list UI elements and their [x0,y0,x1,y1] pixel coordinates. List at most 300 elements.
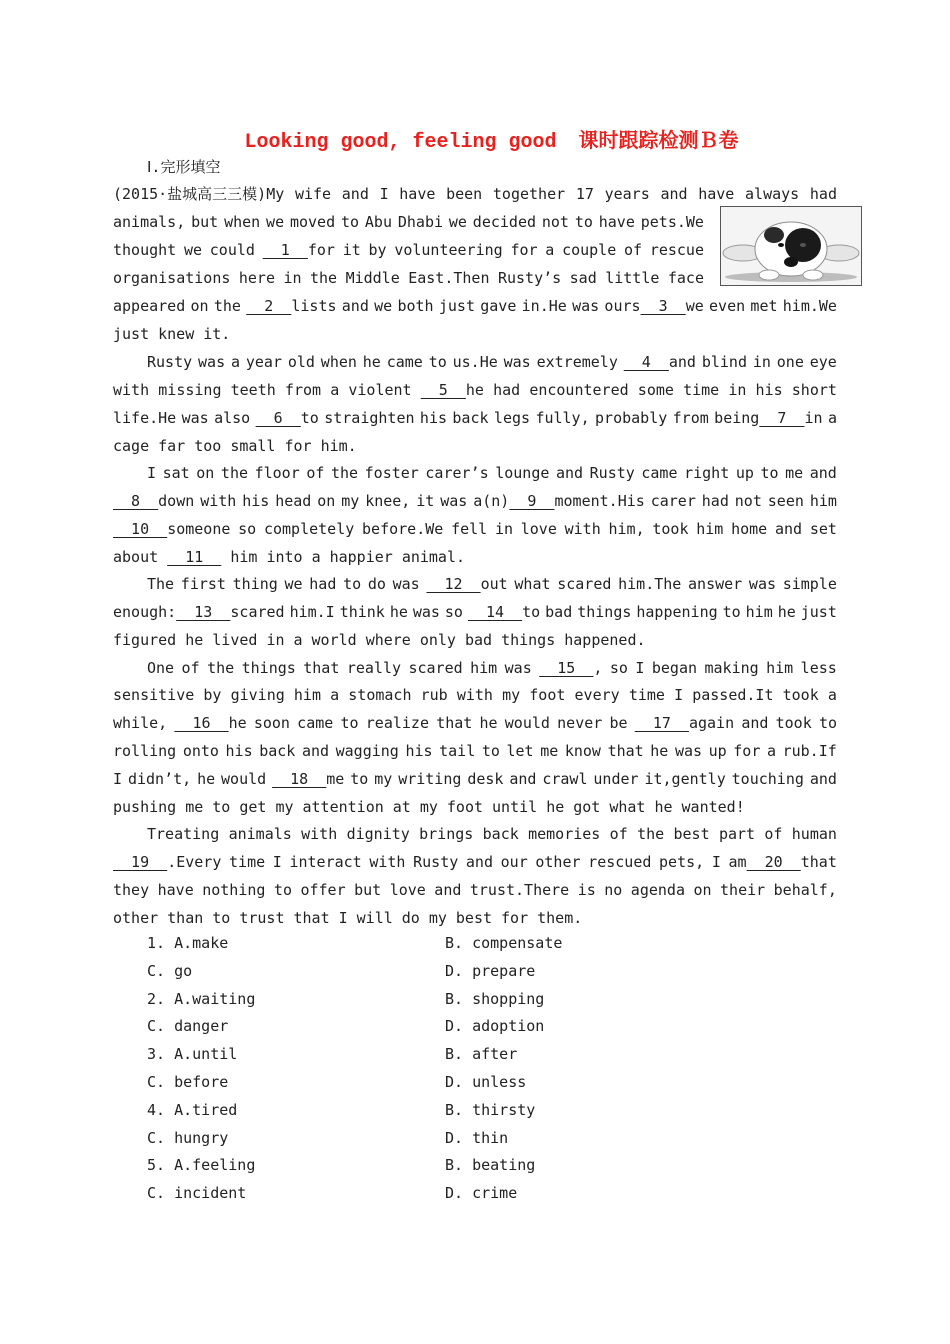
blank-3: 3 [640,297,686,315]
word: and [555,464,584,482]
word: of [609,825,628,843]
option-a: 1. A.make [147,934,229,952]
option-d: D. adoption [445,1017,545,1035]
blank-1: 1 [262,241,308,259]
word: and [301,742,330,760]
word: time [683,381,720,399]
word: floor [254,464,300,482]
word: took [775,714,812,732]
blank-2: 2 [246,297,292,315]
word: organisations [113,269,231,287]
word: little [605,269,660,287]
word: had [809,185,837,203]
word: years [604,185,650,203]
word: onto [182,742,219,760]
blank-9: 9 [509,492,555,510]
option-b: B. beating [445,1156,536,1174]
word: from [284,381,322,399]
option-a: 5. A.feeling [147,1156,256,1174]
word: a(n) 9 moment.His [473,492,645,510]
word: and [341,185,369,203]
word: their [720,881,766,899]
title-chinese: 课时跟踪检测Ｂ卷 [578,131,739,154]
word: happier [329,548,393,566]
word: and [465,853,493,871]
word: together [492,185,566,203]
word: pets.We [640,213,704,231]
word: things [577,603,632,621]
word: to [428,353,447,371]
word: volunteering [394,241,503,259]
word: just [800,603,837,621]
word: his [405,742,433,760]
blank-20: 20 [746,853,801,871]
word: a [311,548,321,566]
option-a: 4. A.tired [147,1101,238,1119]
blank-5: 5 [420,381,466,399]
word: The [147,575,175,593]
word: 10 someone [113,520,231,538]
word: and [809,464,837,482]
word: passed.It [692,686,774,704]
option-c: C. hungry [147,1129,229,1147]
blank-8: 8 [113,492,159,510]
word: I [711,853,721,871]
word: behalf, [773,881,837,899]
passage-line [113,296,837,316]
word: couple [562,241,617,259]
blank-4: 4 [623,353,669,371]
word: could [209,241,255,259]
word: (2015·盐城高三三模)My [113,185,285,203]
word: making [704,659,759,677]
word: my [341,492,360,510]
word: bad [464,631,493,649]
word: with [564,520,601,538]
word: teeth [230,381,276,399]
word: writing [398,770,462,788]
word: back [482,825,519,843]
word: up [708,742,727,760]
word: and [809,770,837,788]
word: happened. [564,631,646,649]
word: not [541,213,569,231]
option-c: C. go [147,962,193,980]
word: the [637,825,665,843]
word: seen [767,492,804,510]
word: it. [203,325,231,343]
word: we [374,297,393,315]
word: trust.There [469,881,570,899]
blank-16: 16 [174,714,229,732]
word: being 7 in [714,409,823,427]
word: where [365,631,411,649]
passage-line [113,547,474,567]
word: to [818,714,837,732]
word: happening [636,603,718,621]
title-english-part2: feeling good [412,131,557,154]
word: my [428,909,447,927]
word: the [310,269,338,287]
word: fully, [535,409,590,427]
word: was [572,297,600,315]
passage-line [113,324,239,344]
word: him.The [618,575,682,593]
word: him [470,659,498,677]
word: Middle [345,269,400,287]
word: Abu [364,213,392,231]
word: at [392,798,411,816]
option-b: B. thirsty [445,1101,536,1119]
word: both [397,297,434,315]
word: would [504,714,550,732]
word: head [275,492,312,510]
word: face [667,269,704,287]
word: answer [688,575,743,593]
word: other [113,909,159,927]
passage-line [113,713,837,733]
word: was [504,659,532,677]
blank-6: 6 [255,409,301,427]
word: get [239,798,267,816]
word: he [197,770,216,788]
word: when [224,213,261,231]
word: my [419,798,438,816]
word: was [503,353,531,371]
word: have [157,881,194,899]
word: I [147,464,157,482]
word: animals [228,825,292,843]
word: a [545,241,555,259]
word: and [741,714,769,732]
word: met [750,297,778,315]
word: I [272,853,282,871]
word: short [791,381,837,399]
word: of [306,464,325,482]
passage-line [147,824,837,844]
word: 11 him [167,548,258,566]
word: 17 [575,185,594,203]
word: and [434,881,462,899]
word: have [698,185,735,203]
passage-line [113,491,837,511]
word: was [440,492,468,510]
option-a: 2. A.waiting [147,990,256,1008]
word: by [368,241,387,259]
word: 16 he [174,714,247,732]
blank-11: 11 [167,548,222,566]
word: for [733,742,761,760]
word: some [637,381,674,399]
word: been [446,185,483,203]
word: sat [162,464,190,482]
word: on [196,464,215,482]
option-d: D. crime [445,1184,518,1202]
word: was [748,575,777,593]
blank-7: 7 [759,409,805,427]
word: eye [809,353,837,371]
word: he [185,631,204,649]
word: gave [480,297,517,315]
word: home [731,520,768,538]
word: tail [439,742,476,760]
passage-line [113,630,655,650]
word: the [330,464,359,482]
passage-line [113,408,837,428]
word: came [297,714,334,732]
word: soon [253,714,290,732]
word: just [113,325,150,343]
word: probably [595,409,668,427]
word: enough: 13 scared [113,603,285,621]
word: until [492,798,538,816]
word: brings [419,825,474,843]
blank-18: 18 [272,770,327,788]
word: about [113,548,159,566]
word: was [198,353,226,371]
passage-line [113,268,704,288]
word: do [367,575,386,593]
word: so [238,520,257,538]
word: things [501,631,556,649]
word: One [147,659,175,677]
option-b: B. after [445,1045,518,1063]
word: completely [263,520,355,538]
word: not [734,492,762,510]
word: world [311,631,357,649]
word: Rusty’s [497,269,562,287]
word: to [574,213,593,231]
blank-12: 12 [426,575,481,593]
word: me [185,798,204,816]
word: lived [212,631,258,649]
word: extremely [536,353,618,371]
word: to [340,213,360,231]
word: him [809,492,837,510]
passage-line [113,184,837,204]
word: thing [232,575,278,593]
word: it [416,492,435,510]
word: wife [294,185,332,203]
word: up [735,464,754,482]
word: on [693,881,712,899]
word: back [452,409,489,427]
word: old [287,353,315,371]
word: in [266,631,285,649]
word: he [777,603,796,621]
word: set [809,520,837,538]
word: bad [545,603,573,621]
word: 12 out [426,575,508,593]
word: we [266,213,285,231]
passage-line [113,769,837,789]
blank-10: 10 [113,520,168,538]
word: am 20 that [728,853,837,871]
option-d: D. thin [445,1129,509,1147]
word: and [774,520,803,538]
passage-line [113,436,366,456]
word: rescued [588,853,652,871]
word: too [194,437,222,455]
word: the [220,464,249,482]
word: love [520,520,557,538]
title-english-part1: Looking good, [244,131,401,154]
word: was [412,603,440,621]
word: and [660,185,688,203]
word: he [479,714,498,732]
option-c: C. incident [147,1184,247,1202]
word: straighten [324,409,415,427]
passage-line [147,658,837,678]
word: just [438,297,475,315]
word: 14 to [467,603,541,621]
word: him [696,520,724,538]
passage-line [113,380,837,400]
passage-line [113,685,837,705]
word: agenda [630,881,685,899]
word: our [500,853,528,871]
word: that [293,909,330,927]
word: part [718,825,756,843]
blank-19: 19 [113,853,168,871]
word: will [356,909,393,927]
word: with [369,853,406,871]
word: my [275,798,294,816]
word: even [709,297,746,315]
word: 8 down [113,492,195,510]
word: what [609,798,646,816]
word: I [635,659,645,677]
word: him [745,603,773,621]
word: to [481,742,500,760]
word: offer [300,881,346,899]
passage-line [147,463,837,483]
word: a [293,631,303,649]
word: me [540,742,559,760]
word: legs [493,409,531,427]
word: time [229,853,266,871]
word: foster [364,464,419,482]
word: they [113,881,150,899]
word: he [546,798,565,816]
word: cage [113,437,150,455]
word: by [203,686,222,704]
word: him [766,659,794,677]
word: I [338,909,348,927]
blank-17: 17 [634,714,689,732]
word: desk [467,770,504,788]
word: would [221,770,267,788]
word: less [800,659,837,677]
word: violent [348,381,412,399]
word: back [259,742,296,760]
word: with [301,825,338,843]
word: is [577,881,596,899]
word: small [230,437,276,455]
word: scared [557,575,612,593]
word: 18 me [272,770,345,788]
word: we [284,575,303,593]
word: animal. [401,548,466,566]
word: them. [537,909,583,927]
word: and [341,297,369,315]
word: best [673,825,710,843]
word: things [241,659,296,677]
word: figured [113,631,177,649]
word: nothing [202,881,266,899]
word: trust [239,909,285,927]
word: realize [365,714,429,732]
word: attention [302,798,384,816]
word: sad [569,269,597,287]
word: began [651,659,698,677]
word: in [752,353,771,371]
word: time [628,686,665,704]
word: that [607,742,644,760]
word: touching [731,770,804,788]
word: knew [158,325,195,343]
word: me [785,464,804,482]
word: memories [528,825,601,843]
word: have [598,213,635,231]
word: in [728,381,747,399]
word: 4 and [623,353,696,371]
word: his [242,492,270,510]
word: East.Then [408,269,490,287]
word: his [419,409,448,427]
word: I [674,686,684,704]
word: for [510,241,538,259]
word: us.He [452,353,498,371]
word: blind [701,353,747,371]
word: rolling [113,742,177,760]
word: to [350,770,369,788]
word: and [509,770,537,788]
word: pets, [659,853,705,871]
option-c: C. before [147,1073,229,1091]
word: know [564,742,601,760]
word: really [346,659,402,677]
passage-line [113,880,837,900]
passage-line [113,240,704,260]
word: in [283,269,302,287]
word: of [624,241,643,259]
passage-line [113,797,754,817]
word: a [330,686,340,704]
puppy-photo-icon [720,206,862,286]
word: sensitive [113,686,195,704]
passage-line [113,602,837,622]
word: animals, [113,213,186,231]
word: his [755,381,783,399]
word: had [493,381,521,399]
passage-line [113,519,837,539]
word: on [317,492,336,510]
option-a: 3. A.until [147,1045,238,1063]
word: let [506,742,534,760]
word: had [309,575,337,593]
word: dignity [346,825,410,843]
passage-line [147,352,837,372]
word: but [354,881,382,899]
word: was [674,742,703,760]
word: from [672,409,709,427]
word: a [827,409,837,427]
word: pushing [113,798,177,816]
word: Dhabi [397,213,444,231]
word: also [214,409,251,427]
word: before.We [362,520,444,538]
